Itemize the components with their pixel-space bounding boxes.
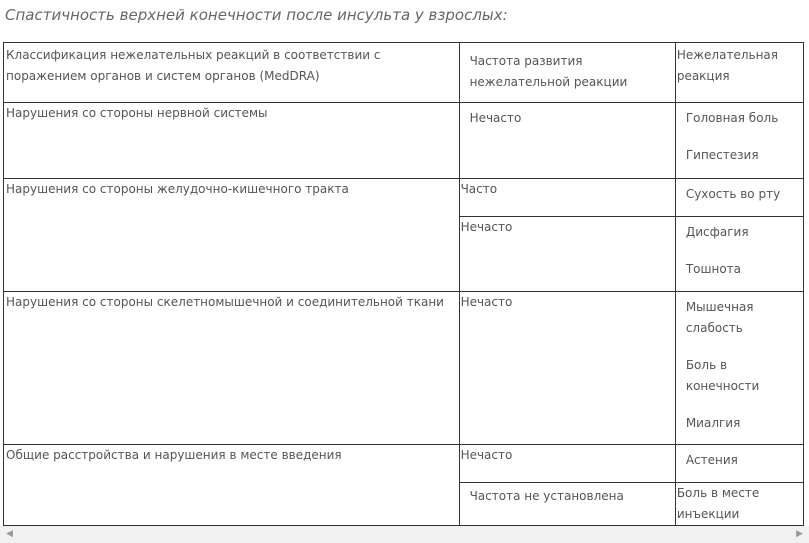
header-reaction: Нежелательная реакция — [675, 43, 803, 103]
frequency-cell: Нечасто — [459, 292, 675, 445]
reaction-item: Сухость во рту — [685, 187, 781, 201]
reaction-item: Боль в месте инъекции — [676, 486, 760, 521]
frequency-cell: Часто — [459, 179, 675, 217]
reaction-cell — [675, 217, 803, 292]
reaction-item: Гипестезия — [685, 148, 759, 162]
reaction-cell — [675, 292, 803, 445]
reaction-cell — [675, 445, 803, 483]
reaction-item: Головная боль — [685, 111, 779, 125]
soc-cell: Общие расстройства и нарушения в месте введения — [4, 445, 460, 526]
soc-cell: Нарушения со стороны нервной системы — [4, 103, 460, 179]
reaction-item: Мышечная слабость — [685, 300, 754, 335]
reaction-item: Астения — [685, 453, 738, 467]
header-soc: Классификация нежелательных реакций в соответствии с поражением органов и систем органов (MedDRA) — [4, 43, 460, 103]
header-frequency: Частота развития нежелательной реакции — [459, 43, 675, 103]
arrow-left-icon[interactable]: ◀ — [6, 529, 13, 539]
reaction-item: Боль в конечности — [685, 358, 760, 393]
arrow-right-icon[interactable]: ▶ — [796, 529, 803, 539]
frequency-cell: Нечасто — [459, 217, 675, 292]
reaction-cell — [675, 103, 803, 179]
frequency-cell: Частота не установлена — [459, 483, 675, 526]
table-row — [4, 445, 804, 483]
reaction-cell — [675, 483, 803, 526]
table-row — [4, 179, 804, 217]
table-header-row — [4, 43, 804, 103]
frequency-cell: Нечасто — [459, 445, 675, 483]
reaction-item: Миалгия — [685, 416, 741, 430]
reaction-item: Тошнота — [685, 262, 742, 276]
table-row — [4, 292, 804, 445]
adverse-reactions-table — [3, 42, 804, 526]
horizontal-scrollbar[interactable] — [0, 526, 809, 543]
reaction-item: Дисфагия — [685, 225, 749, 239]
page-title: Спастичность верхней конечности после инсульта у взрослых: — [5, 6, 508, 24]
soc-cell: Нарушения со стороны скелетномышечной и соединительной ткани — [4, 292, 460, 445]
reaction-cell — [675, 179, 803, 217]
soc-cell: Нарушения со стороны желудочно-кишечного тракта — [4, 179, 460, 292]
table-row — [4, 103, 804, 179]
frequency-cell: Нечасто — [459, 103, 675, 179]
